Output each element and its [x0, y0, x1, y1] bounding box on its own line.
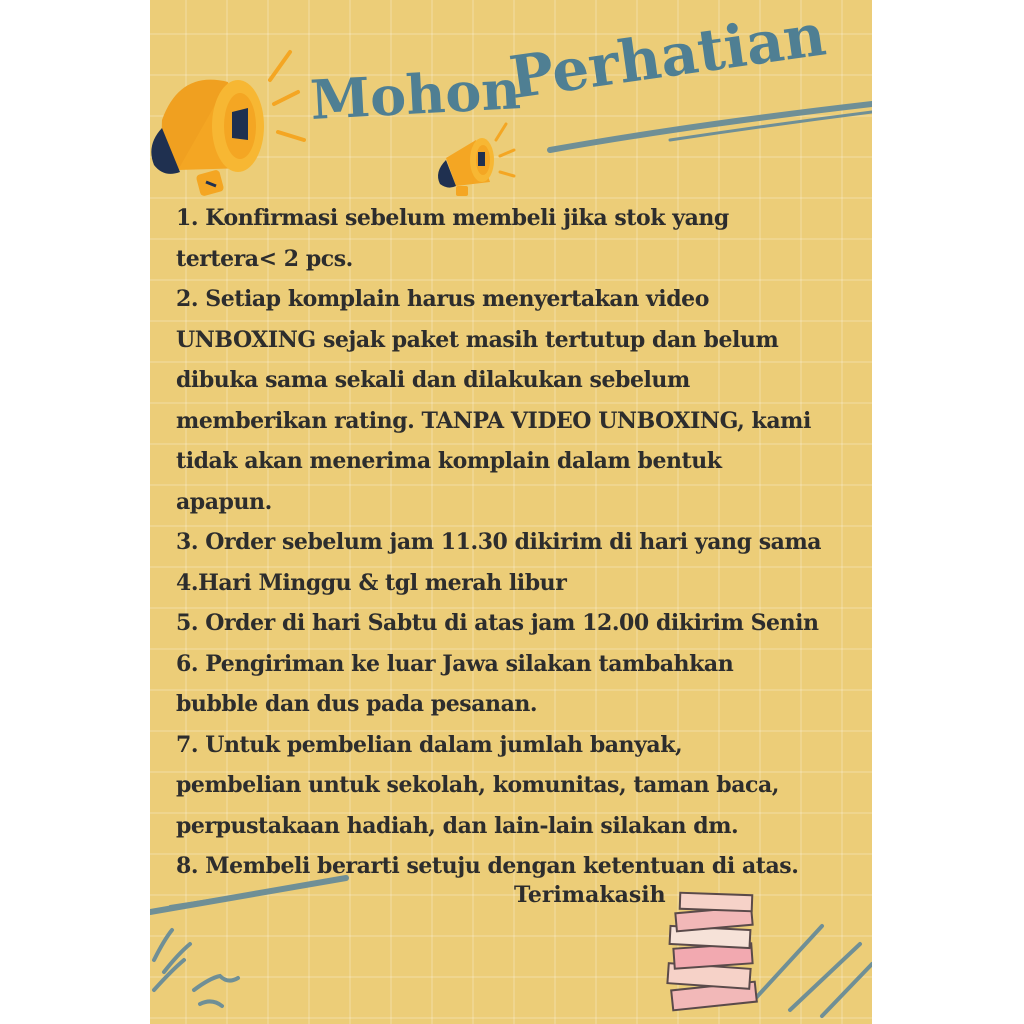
- scribble-lines-icon: [154, 930, 238, 1006]
- diagonal-lines-decor: [754, 926, 872, 1016]
- small-megaphone-icon: [438, 124, 514, 196]
- rules-list: [176, 198, 866, 887]
- rule-item-8: 8. Membeli berarti setuju dengan ketentuan di atas.: [176, 853, 799, 879]
- title-mohon: Mohon: [308, 57, 523, 132]
- rule-item-6: 6. Pengiriman ke luar Jawa silakan tambahkan bubble dan dus pada pesanan.: [176, 650, 734, 717]
- rule-item-2: 2. Setiap komplain harus menyertakan video UNBOXING sejak paket masih tertutup dan belum dibuka sama sekali dan dilakukan sebelum memberikan rating. TANPA VIDEO UNBOXING, kami tidak akan menerima komplain dalam bentuk apapun.: [176, 286, 811, 515]
- rule-item-4: 4.Hari Minggu & tgl merah libur: [176, 569, 567, 596]
- rule-item-1: 1. Konfirmasi sebelum membeli jika stok yang tertera< 2 pcs.: [176, 205, 729, 272]
- notice-poster: [150, 0, 872, 1024]
- rule-item-7: 7. Untuk pembelian dalam jumlah banyak, pembelian untuk sekolah, komunitas, taman baca, perpustakaan hadiah, dan lain-lain silakan dm.: [176, 731, 780, 839]
- closing-thanks: Terimakasih: [514, 882, 666, 908]
- megaphone-icon: [151, 52, 304, 197]
- brush-stroke-title: [550, 104, 872, 150]
- title-perhatian: Perhatian: [505, 0, 830, 113]
- book-stack-icon: [667, 893, 756, 1011]
- rule-item-5: 5. Order di hari Sabtu di atas jam 12.00 dikirim Senin: [176, 610, 819, 636]
- rule-item-3: 3. Order sebelum jam 11.30 dikirim di hari yang sama: [176, 529, 822, 555]
